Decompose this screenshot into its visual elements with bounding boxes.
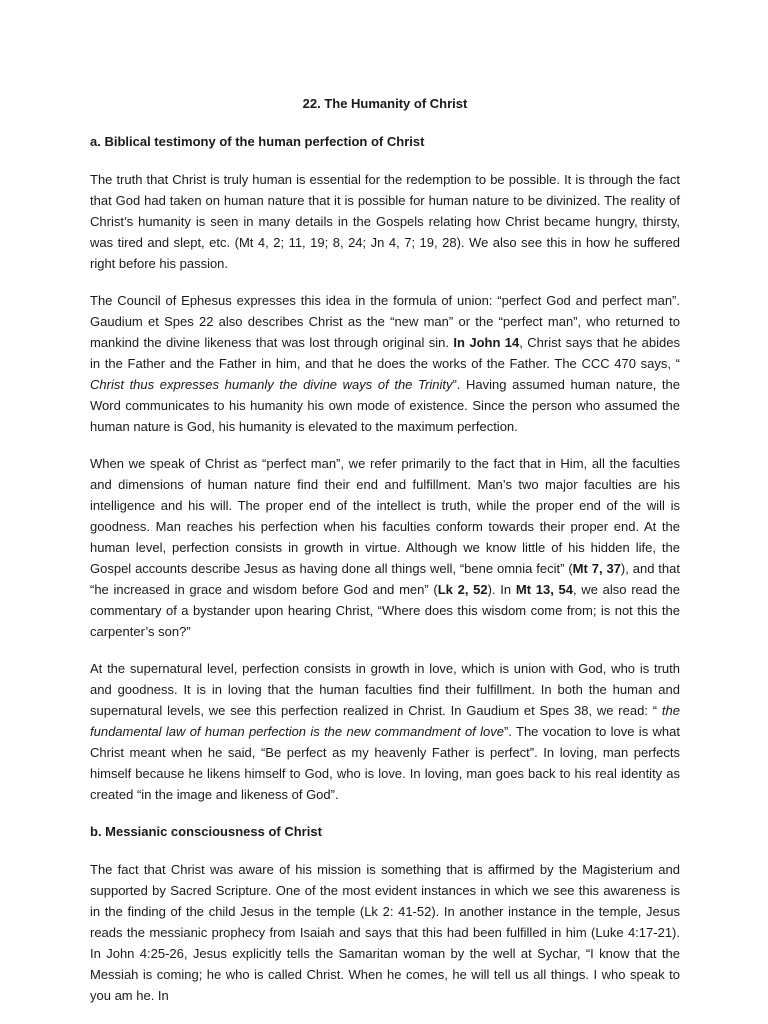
- document-page: [90, 93, 680, 1022]
- paragraph-text: When we speak of Christ as “perfect man”, we refer primarily to the fact that in Him, all the faculties and dimensions of human nature find their end and fulfillment. Man’s two major faculties are his intelligence and his will. The proper end of the intellect is truth, while the proper end of the will is goodness. Man reaches his perfection when his faculties conform towards their proper end. At the human level, perfection consists in growth in virtue. Although we know little of his hidden life, the Gospel accounts describe Jesus as having done all things well, “bene omnia fecit” (: [90, 456, 680, 576]
- paragraph: [90, 169, 680, 274]
- bold-reference: Mt 7, 37: [572, 561, 621, 576]
- paragraph-text: ”. The vocation to love is what Christ meant when he said, “Be perfect as my heavenly Father is perfect”. In loving, man perfects himself because he likens himself to God, who is love. In loving, man goes back to his real identity as created “in the image and likeness of God”.: [90, 724, 680, 802]
- bold-reference: Lk 2, 52: [437, 582, 488, 597]
- paragraph: [90, 453, 680, 642]
- paragraph-text: ). In: [487, 582, 516, 597]
- section-a-heading: a. Biblical testimony of the human perfection of Christ: [90, 134, 425, 149]
- paragraph-text: The truth that Christ is truly human is essential for the redemption to be possible. It is through the fact that God had taken on human nature that it is possible for human nature to be divinized. The reality of Christ’s humanity is seen in many details in the Gospels relating how Christ became hungry, thirsty, was tired and slept, etc. (Mt 4, 2; 11, 19; 8, 24; Jn 4, 7; 19, 28). We also see this in how he suffered right before his passion.: [90, 172, 680, 271]
- paragraph-text: , Christ says that he abides in the Father and the Father in him, and that he does the works of the Father. The CCC 470 says, “: [90, 335, 680, 371]
- paragraph-text: The Council of Ephesus expresses this idea in the formula of union: “perfect God and perfect man”. Gaudium et Spes 22 also describes Christ as the “new man” or the “perfect man”, who returned to mankind the divine likeness that was lost through original sin.: [90, 293, 680, 350]
- italic-quote: Christ thus expresses humanly the divine ways of the Trinity: [90, 377, 453, 392]
- paragraph-text: ”. Having assumed human nature, the Word communicates to his humanity his own mode of existence. Since the person who assumed the human nature is God, his humanity is elevated to the maximum perfection.: [90, 377, 681, 434]
- paragraph: [90, 290, 680, 437]
- section-b-heading: b. Messianic consciousness of Christ: [90, 824, 322, 839]
- paragraph-text: The fact that Christ was aware of his mission is something that is affirmed by the Magisterium and supported by Sacred Scripture. One of the most evident instances in which we see this awareness is in the finding of the child Jesus in the temple (Lk 2: 41-52). In another instance in the temple, Jesus reads the messianic prophecy from Isaiah and says that this had been fulfilled in him (Luke 4:17-21). In John 4:25-26, Jesus explicitly tells the Samaritan woman by the well at Sychar, “I know that the Messiah is coming; he who is called Christ. When he comes, he will tell us all things. I who speak to you am he. In: [90, 862, 680, 1003]
- paragraph-text: ), and that “he increased in grace and wisdom before God and men” (: [90, 561, 680, 597]
- paragraph: [90, 658, 680, 805]
- bold-reference: In John 14: [453, 335, 520, 350]
- bold-reference: Mt 13, 54: [515, 582, 573, 597]
- document-title: 22. The Humanity of Christ: [302, 96, 468, 111]
- paragraph-text: , we also read the commentary of a bystander upon hearing Christ, “Where does this wisdom come from; is not this the carpenter’s son?”: [90, 582, 680, 639]
- paragraph: [90, 859, 680, 1006]
- italic-quote: the fundamental law of human perfection is the new commandment of love: [90, 703, 680, 739]
- paragraph-text: At the supernatural level, perfection consists in growth in love, which is union with God, who is truth and goodness. It is in loving that the human faculties find their fulfillment. In both the human and supernatural levels, we see this perfection realized in Christ. In Gaudium et Spes 38, we read: “: [90, 661, 680, 718]
